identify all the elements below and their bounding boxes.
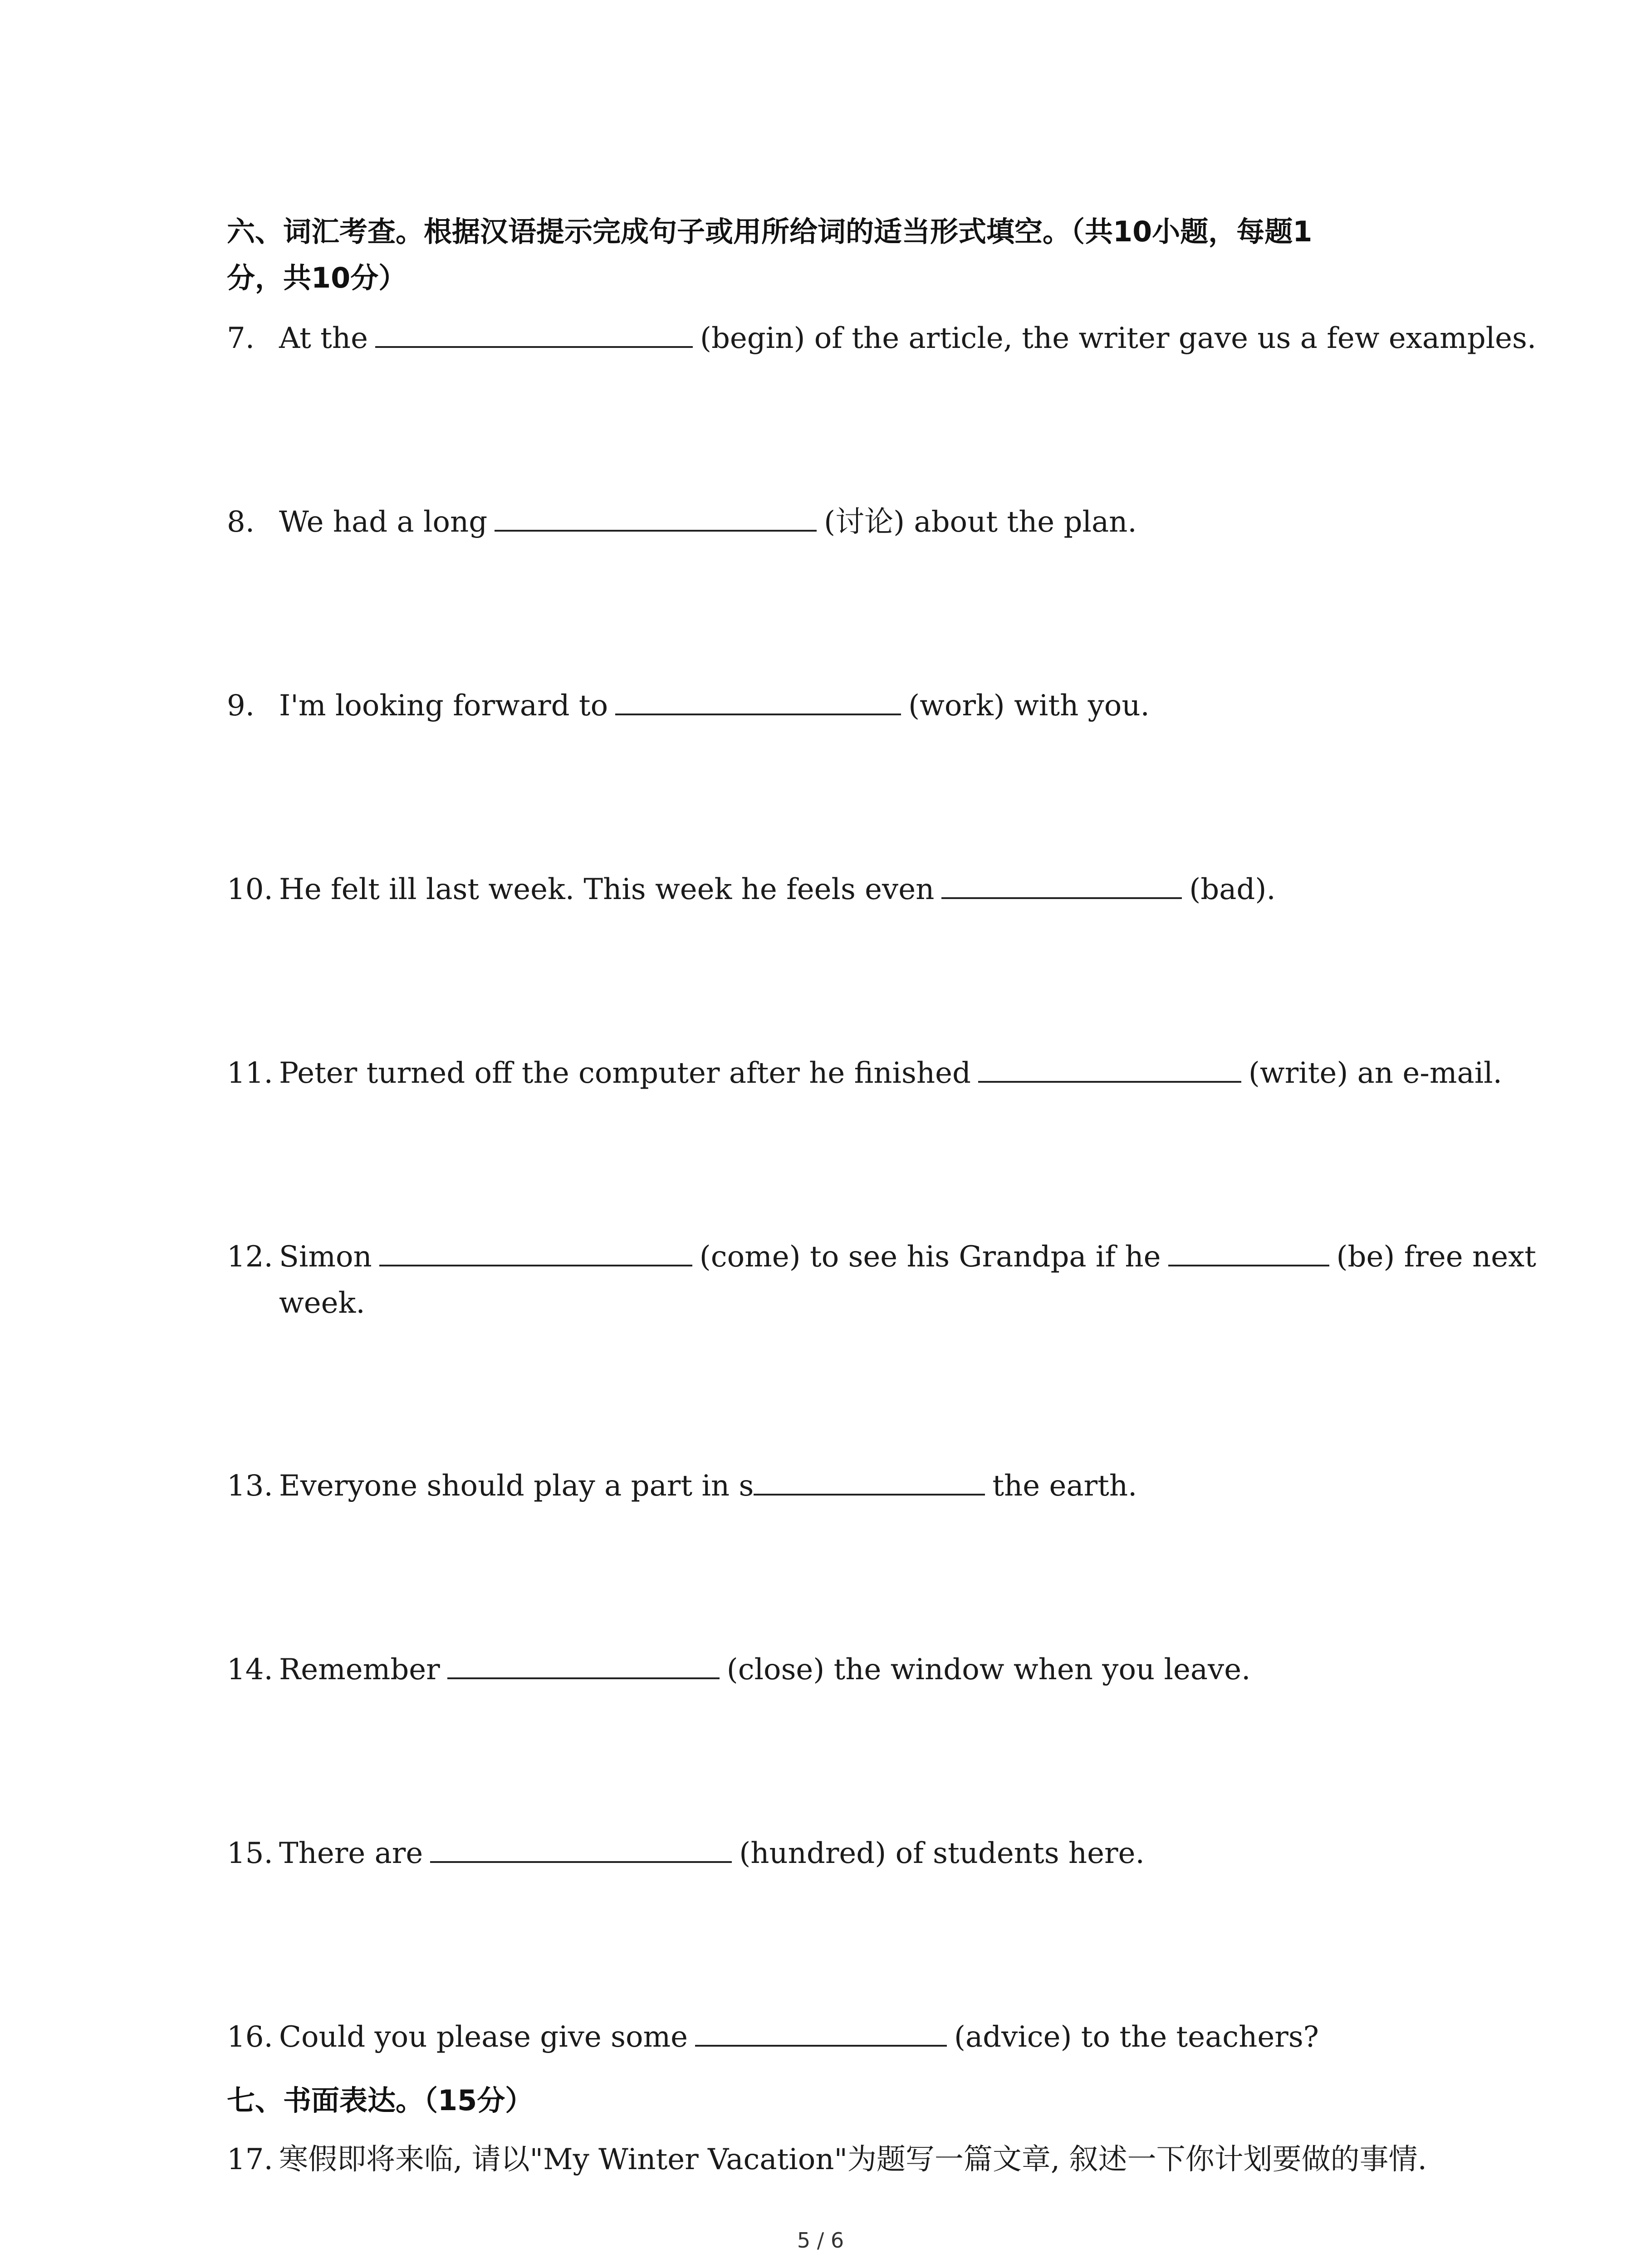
question-prompt: 寒假即将来临, 请以"My Winter Vacation"为题写一篇文章, 叙述一下你计划要做的事情.: [279, 2143, 1427, 2176]
answer-blank[interactable]: [495, 502, 817, 532]
question-14: [227, 1647, 1452, 1693]
question-number: 13.: [227, 1469, 273, 1503]
answer-blank[interactable]: [430, 1833, 732, 1863]
question-text-after: (be) free next: [1336, 1240, 1536, 1274]
question-text-before: At the: [279, 322, 368, 355]
question-text-before: There are: [279, 1837, 423, 1870]
question-text-after: (bad).: [1189, 873, 1276, 906]
question-11: [227, 1050, 1502, 1096]
question-text-after: (advice) to the teachers?: [954, 2020, 1319, 2054]
question-text-after: (write) an e-mail.: [1248, 1056, 1502, 1090]
answer-blank[interactable]: [375, 318, 693, 348]
answer-blank[interactable]: [615, 685, 901, 715]
question-number: 8.: [227, 505, 255, 539]
question-text-before: He felt ill last week. This week he feels even: [279, 873, 935, 906]
question-text-middle: (come) to see his Grandpa if he: [699, 1240, 1161, 1274]
section-6-heading: [227, 209, 1452, 301]
question-number: 14.: [227, 1653, 273, 1686]
answer-blank[interactable]: [695, 2017, 947, 2047]
question-text-after: (close) the window when you leave.: [726, 1653, 1251, 1686]
answer-blank[interactable]: [978, 1053, 1241, 1083]
question-text-before: Remember: [279, 1653, 440, 1686]
question-text-before: Simon: [279, 1240, 372, 1274]
question-text-after: (begin) of the article, the writer gave us a few examples.: [700, 322, 1537, 355]
question-number: 16.: [227, 2020, 273, 2054]
answer-blank[interactable]: [754, 1466, 985, 1496]
question-number: 15.: [227, 1837, 273, 1870]
question-15: [227, 1830, 1452, 1877]
question-text-continuation: week.: [279, 1286, 365, 1320]
question-10: [227, 866, 1452, 913]
section-6-heading-line1: 六、词汇考查。根据汉语提示完成句子或用所给词的适当形式填空。（共10小题，每题1: [227, 215, 1313, 248]
question-number: 9.: [227, 689, 255, 723]
question-17: [227, 2136, 1452, 2183]
answer-blank[interactable]: [447, 1649, 720, 1679]
question-7: [227, 315, 1537, 362]
question-9: [227, 683, 1452, 729]
answer-blank-2[interactable]: [1168, 1237, 1329, 1266]
question-text-after: (hundred) of students here.: [739, 1837, 1145, 1870]
question-text-after: the earth.: [992, 1469, 1137, 1503]
question-number: 12.: [227, 1240, 273, 1274]
answer-blank[interactable]: [941, 869, 1182, 899]
question-number: 10.: [227, 873, 273, 906]
question-text-before: I'm looking forward to: [279, 689, 608, 723]
question-text-before: Everyone should play a part in s: [279, 1469, 754, 1503]
question-number: 7.: [227, 322, 255, 355]
question-8: [227, 499, 1452, 545]
section-7-heading: 七、书面表达。（15分）: [227, 2084, 534, 2117]
question-text-after: (讨论) about the plan.: [824, 505, 1137, 539]
question-12: [227, 1234, 1536, 1326]
question-number: 11.: [227, 1056, 273, 1090]
page-number: 5 / 6: [797, 2228, 844, 2253]
question-13: [227, 1463, 1452, 1509]
question-16: [227, 2014, 1452, 2060]
answer-blank-1[interactable]: [379, 1237, 692, 1266]
question-text-before: We had a long: [279, 505, 488, 539]
section-6-heading-line2: 分，共10分）: [227, 261, 407, 294]
question-text-before: Peter turned off the computer after he finished: [279, 1056, 971, 1090]
question-text-before: Could you please give some: [279, 2020, 688, 2054]
question-text-after: (work) with you.: [908, 689, 1150, 723]
question-number: 17.: [227, 2143, 273, 2176]
